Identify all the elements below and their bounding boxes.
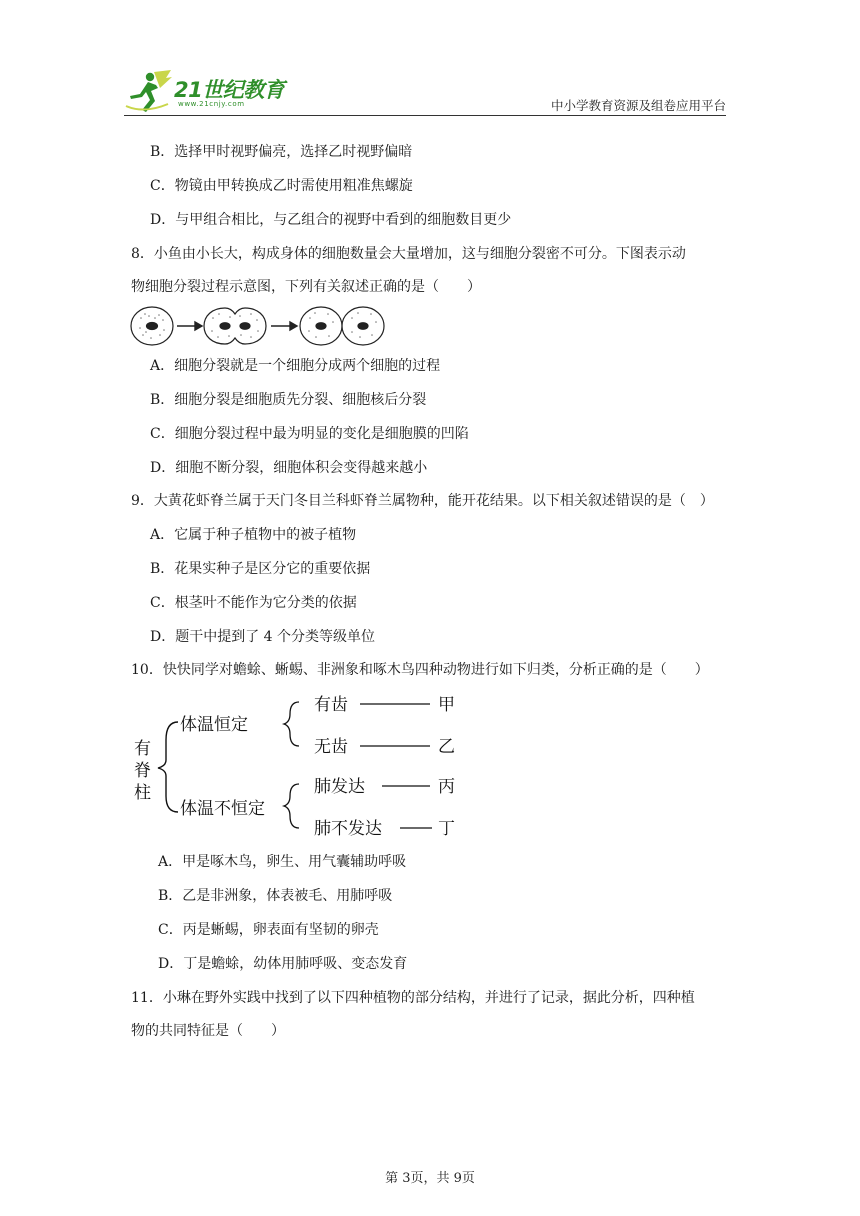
logo-text: 21世纪教育 [174, 78, 285, 102]
arrow-1 [177, 322, 202, 330]
q9-option-b: B．花果实种子是区分它的重要依据 [150, 561, 371, 577]
q10-option-a: A．甲是啄木鸟，卵生、用气囊辅助呼吸 [158, 854, 407, 870]
q7-option-c: C．物镜由甲转换成乙时需使用粗准焦螺旋 [150, 178, 413, 194]
brace-cold [284, 784, 299, 828]
q11-stem-line2: 物的共同特征是（ ） [131, 1023, 285, 1039]
tree-branch-warm: 体温恒定 [180, 715, 248, 735]
tree-leaf-lungs-undeveloped: 肺不发达 [314, 819, 382, 839]
q10-stem: 10．快快同学对蟾蜍、蜥蜴、非洲象和啄木鸟四种动物进行如下归类，分析正确的是（ ） [131, 662, 709, 678]
tree-leaf-lungs-developed: 肺发达 [314, 777, 365, 797]
classification-tree [134, 690, 464, 840]
tree-leaf-teeth: 有齿 [314, 695, 348, 715]
q8-stem-line1: 8．小鱼由小长大，构成身体的细胞数量会大量增加，这与细胞分裂密不可分。下图表示动 [131, 246, 686, 262]
q10-option-b: B．乙是非洲象，体表被毛、用肺呼吸 [158, 888, 393, 904]
q9-option-d: D．题干中提到了 4 个分类等级单位 [150, 629, 376, 645]
tree-result-yi: 乙 [438, 737, 455, 757]
arrow-2 [271, 322, 297, 330]
brace-warm [284, 702, 299, 746]
q8-option-d: D．细胞不断分裂，细胞体积会变得越来越小 [150, 460, 428, 476]
q8-stem-line2: 物细胞分裂过程示意图，下列有关叙述正确的是（ ） [131, 279, 481, 295]
page-header [124, 68, 726, 116]
tree-branch-cold: 体温不恒定 [180, 799, 265, 819]
q7-option-b: B．选择甲时视野偏亮，选择乙时视野偏暗 [150, 144, 413, 160]
q11-stem-line1: 11．小琳在野外实践中找到了以下四种植物的部分结构，并进行了记录，据此分析，四种植 [131, 990, 695, 1006]
page-number: 第 3页，共 9页 [385, 1171, 475, 1186]
header-divider [124, 115, 726, 116]
q8-option-b: B．细胞分裂是细胞质先分裂、细胞核后分裂 [150, 392, 427, 408]
q7-option-d: D．与甲组合相比，与乙组合的视野中看到的细胞数目更少 [150, 212, 512, 228]
q9-option-a: A．它属于种子植物中的被子植物 [150, 527, 357, 543]
q10-option-d: D．丁是蟾蜍，幼体用肺呼吸、变态发育 [158, 956, 408, 972]
cell-stage-2 [204, 308, 266, 344]
q9-option-c: C．根茎叶不能作为它分类的依据 [150, 595, 357, 611]
q9-stem: 9．大黄花虾脊兰属于天门冬目兰科虾脊兰属物种，能开花结果。以下相关叙述错误的是（ ） [131, 493, 714, 509]
root-brace [158, 722, 178, 812]
cell-stage-3 [300, 307, 384, 345]
q10-option-c: C．丙是蜥蜴，卵表面有坚韧的卵壳 [158, 922, 379, 938]
cell-stage-1 [131, 307, 173, 345]
tree-root-char-1: 有 [134, 739, 151, 759]
logo [124, 68, 294, 114]
q8-option-c: C．细胞分裂过程中最为明显的变化是细胞膜的凹陷 [150, 426, 469, 442]
tree-result-bing: 丙 [438, 777, 455, 797]
cell-division-diagram [129, 304, 399, 348]
logo-url: www.21cnjy.com [178, 100, 245, 108]
platform-name: 中小学教育资源及组卷应用平台 [550, 98, 726, 113]
tree-leaf-no-teeth: 无齿 [314, 737, 348, 757]
tree-result-jia: 甲 [438, 695, 455, 715]
tree-result-ding: 丁 [438, 819, 455, 839]
tree-root-char-2: 脊 [134, 761, 151, 781]
runner-logo-icon [124, 68, 176, 114]
tree-root-char-3: 柱 [134, 783, 151, 803]
q8-option-a: A．细胞分裂就是一个细胞分成两个细胞的过程 [150, 358, 441, 374]
